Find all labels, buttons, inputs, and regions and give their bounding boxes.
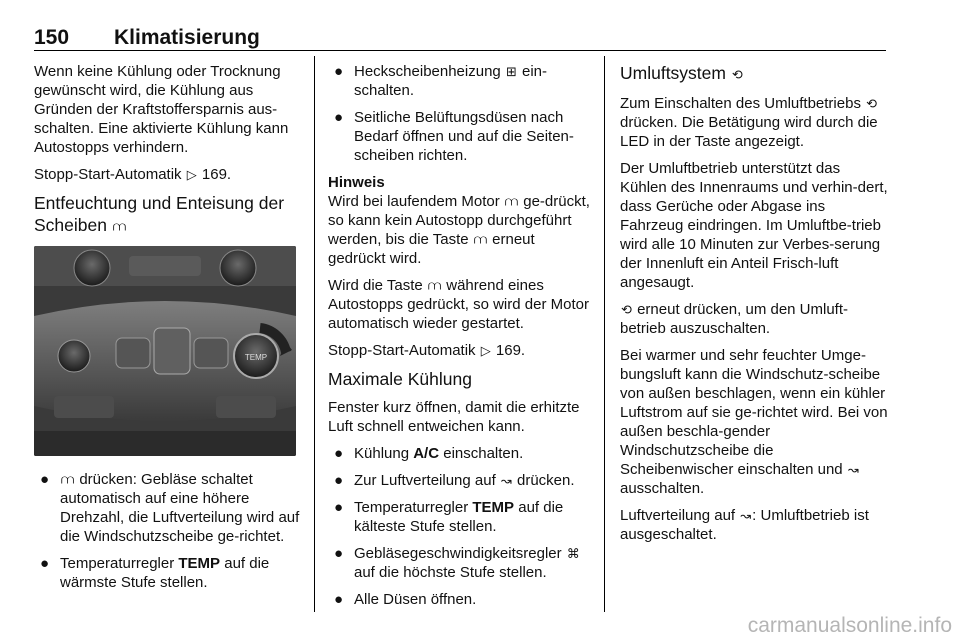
note-paragraph-1: Wird bei laufendem Motor ⩋ ge-drückt, so kann kein Autostopp durchgeführt werden, bis die Taste ⩋ erneut gedrückt wird. (328, 193, 590, 267)
climate-control-photo (34, 246, 296, 456)
bullet-icon: ● (334, 63, 344, 80)
section-heading-recirculation: Umluftsystem ⟲ (620, 62, 888, 86)
defrost-steps-cont (328, 62, 592, 165)
section-heading-defrost: Entfeuchtung und Enteisung der Scheiben ⩋ (34, 192, 302, 238)
intro-paragraph: Wenn keine Kühlung oder Trocknung gewünscht wird, die Kühlung aus Gründen der Kraftstoffersparnis aus-schalten. Eine aktivierte Kühlung kann Autostopps verhindern. (34, 63, 289, 156)
note-title: Hinweis (328, 174, 385, 191)
max-cooling-steps (328, 444, 592, 609)
rear-defrost-icon: ⊞ (505, 64, 517, 79)
defrost-icon: ⩋ (427, 278, 442, 293)
chapter-title: Klimatisierung (114, 26, 260, 49)
bullet-icon: ● (334, 591, 344, 608)
list-item: ● Gebläsegeschwindigkeitsregler ⌘ auf die höchste Stufe stellen. (334, 545, 580, 581)
fan-icon: ⌘ (566, 546, 580, 561)
recirculation-icon: ⟲ (621, 302, 632, 317)
column-divider-2 (604, 56, 605, 612)
cross-reference: Stopp-Start-Automatik ▷ 169. (34, 166, 232, 183)
watermark: carmanualsonline.info (747, 614, 952, 637)
defrost-icon: ⩋ (61, 472, 75, 487)
arrow-ref-icon: ▷ (186, 167, 197, 182)
note-paragraph-2: Wird die Taste ⩋ während eines Autostopps gedrückt, so wird der Motor automatisch wieder gestartet. (328, 277, 589, 332)
arrow-ref-icon: ▷ (480, 343, 491, 358)
list-item: ● ⩋ drücken: Gebläse schaltet automatisch auf eine höhere Drehzahl, die Luftverteilung wird auf die Windschutzscheibe ge-richtet. (40, 471, 300, 545)
vent-face-icon: ↝ (740, 508, 752, 523)
bullet-icon: ● (334, 445, 344, 462)
defrost-steps (34, 470, 302, 592)
recirculation-icon: ⟲ (731, 67, 743, 82)
bullet-icon: ● (40, 471, 50, 488)
recirculation-icon: ⟲ (866, 96, 878, 111)
section-heading-max-cooling: Maximale Kühlung (328, 369, 472, 389)
bullet-icon: ● (334, 472, 344, 489)
bullet-icon: ● (334, 545, 344, 562)
vent-face-icon: ↝ (500, 473, 512, 488)
vent-face-icon: ↝ (847, 462, 859, 477)
page-header (34, 26, 886, 52)
page-number: 150 (34, 26, 70, 49)
recirc-paragraph-3: ⟲ erneut drücken, um den Umluft-betrieb auszuschalten. (620, 301, 849, 337)
temp-knob-label: TEMP (244, 353, 268, 362)
bullet-icon: ● (334, 109, 344, 126)
column-3 (620, 62, 888, 552)
defrost-icon: ⩋ (112, 219, 127, 234)
cross-reference: Stopp-Start-Automatik ▷ 169. (328, 342, 526, 359)
list-item: ● Seitliche Belüftungsdüsen nach Bedarf öffnen und auf die Seiten-scheiben richten. (334, 109, 574, 164)
column-divider-1 (314, 56, 315, 612)
list-item: ● Temperaturregler TEMP auf die kälteste Stufe stellen. (334, 499, 564, 535)
list-item: ● Temperaturregler TEMP auf die wärmste Stufe stellen. (40, 555, 270, 591)
defrost-icon: ⩋ (504, 194, 519, 209)
recirc-paragraph-4: Bei warmer und sehr feuchter Umge-bungsluft kann die Windschutz-scheibe von außen beschlagen, wenn ein kühler Luftstrom auf sie ge-richtet wird. Bei von außen beschla-gender Windschutzscheibe die Scheibenwischer einschalten und ↝ ausschalten. (620, 347, 888, 497)
defrost-icon: ⩋ (473, 232, 487, 247)
list-item: ● Kühlung A/C einschalten. (334, 445, 524, 462)
column-2 (328, 62, 592, 617)
list-item: ● Zur Luftverteilung auf ↝ drücken. (334, 472, 575, 489)
header-rule (34, 50, 886, 51)
recirc-paragraph-5: Luftverteilung auf ↝: Umluftbetrieb ist ausgeschaltet. (620, 507, 869, 543)
list-item: ● Heckscheibenheizung ⊞ ein-schalten. (334, 63, 548, 99)
list-item: ● Alle Düsen öffnen. (334, 591, 477, 608)
column-1 (34, 62, 302, 600)
max-cooling-intro: Fenster kurz öffnen, damit die erhitzte Luft schnell entweichen kann. (328, 399, 580, 435)
bullet-icon: ● (40, 555, 50, 572)
bullet-icon: ● (334, 499, 344, 516)
control-panel-illustration (34, 246, 296, 456)
recirc-paragraph-2: Der Umluftbetrieb unterstützt das Kühlen des Innenraums und verhin-dert, dass Gerüche oder Abgase ins Fahrzeug eindringen. Im Umluftbe-trieb wird alle 10 Minuten zur Verbes-serung der Innenluft ein Anteil Frisch-luft angesaugt. (620, 160, 888, 291)
recirc-paragraph-1: Zum Einschalten des Umluftbetriebs ⟲ drücken. Die Betätigung wird durch die LED in der Taste angezeigt. (620, 95, 878, 150)
